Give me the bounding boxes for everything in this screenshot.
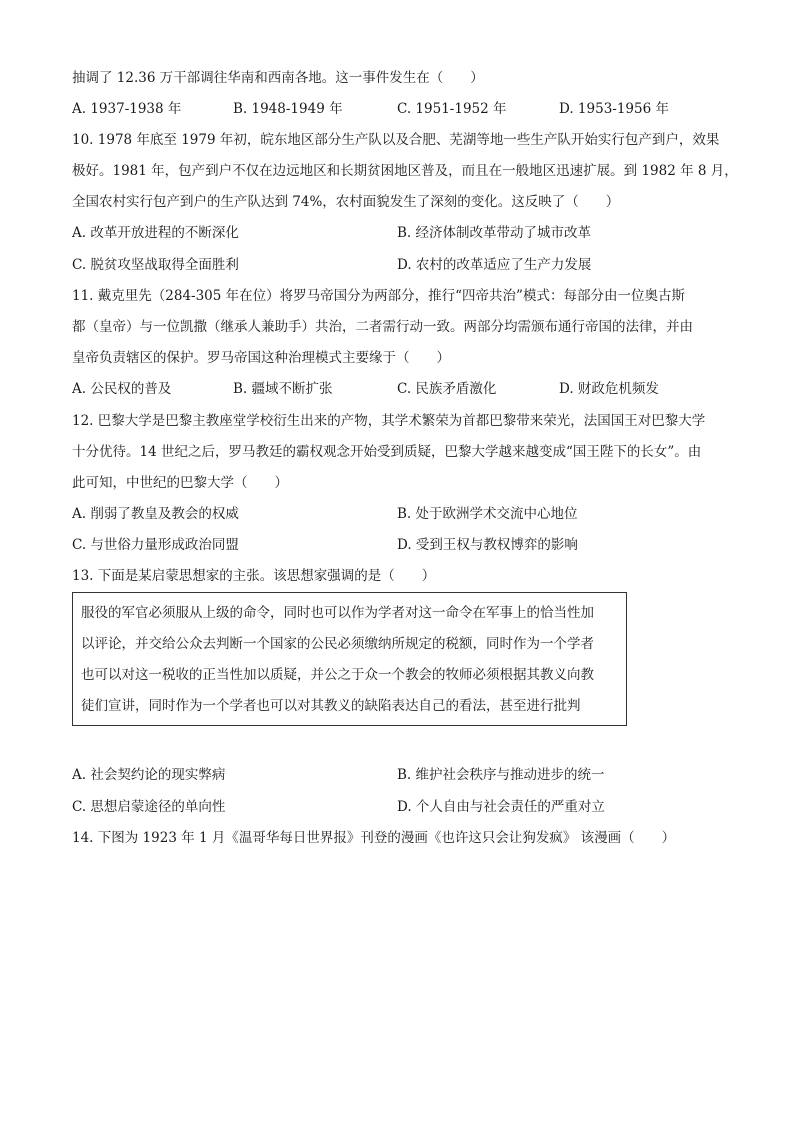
q9-option-b: B. 1948-1949 年 xyxy=(233,101,343,117)
q11-option-c: C. 民族矛盾激化 xyxy=(397,381,497,397)
q13-option-a: A. 社会契约论的现实弊病 xyxy=(72,767,226,783)
q11-stem-line-1: 11. 戴克里先（284-305 年在位）将罗马帝国分为两部分，推行“四帝共治”模式：每部分由一位奥古斯 xyxy=(72,288,685,304)
q13-quote-box xyxy=(72,592,627,726)
q13-option-d: D. 个人自由与社会责任的严重对立 xyxy=(397,799,605,815)
q14-stem: 14. 下图为 1923 年 1 月《温哥华每日世界报》刊登的漫画《也许这只会让狗发疯》 该漫画（ ） xyxy=(72,830,676,846)
q12-option-a: A. 削弱了教皇及教会的权威 xyxy=(72,506,239,522)
q9-option-a: A. 1937-1938 年 xyxy=(72,101,182,117)
q12-option-d: D. 受到王权与教权博弈的影响 xyxy=(397,537,578,553)
q11-stem-line-2: 都（皇帝）与一位凯撒（继承人兼助手）共治，二者需行动一致。两部分均需颁布通行帝国的法律，并由 xyxy=(72,319,693,335)
q13-stem: 13. 下面是某启蒙思想家的主张。该思想家强调的是（ ） xyxy=(72,568,436,584)
q12-stem-line-2: 十分优待。14 世纪之后，罗马教廷的霸权观念开始受到质疑，巴黎大学越来越变成“国王陛下的长女”。由 xyxy=(72,444,702,460)
q10-stem-line-3: 全国农村实行包产到户的生产队达到 74%，农村面貌发生了深刻的变化。这反映了（ ） xyxy=(72,194,620,210)
q9-option-c: C. 1951-1952 年 xyxy=(397,101,507,117)
q11-option-d: D. 财政危机频发 xyxy=(559,381,659,397)
q13-quote-line-3: 也可以对这一税收的正当性加以质疑，并公之于众一个教会的牧师必须根据其教义向教 xyxy=(81,667,594,683)
q10-option-b: B. 经济体制改革带动了城市改革 xyxy=(397,225,592,241)
q12-option-b: B. 处于欧洲学术交流中心地位 xyxy=(397,506,578,522)
q13-quote-line-2: 以评论，并交给公众去判断一个国家的公民必须缴纳所规定的税额，同时作为一个学者 xyxy=(81,636,594,652)
q13-option-c: C. 思想启蒙途径的单向性 xyxy=(72,799,226,815)
q10-option-d: D. 农村的改革适应了生产力发展 xyxy=(397,257,592,273)
q11-option-a: A. 公民权的普及 xyxy=(72,381,172,397)
q13-quote-line-1: 服役的军官必须服从上级的命令，同时也可以作为学者对这一命令在军事上的恰当性加 xyxy=(81,605,594,621)
q12-stem-line-1: 12. 巴黎大学是巴黎主教座堂学校衍生出来的产物，其学术繁荣为首都巴黎带来荣光，法国国王对巴黎大学 xyxy=(72,413,706,429)
q12-option-c: C. 与世俗力量形成政治同盟 xyxy=(72,537,239,553)
q10-stem-line-1: 10. 1978 年底至 1979 年初，皖东地区部分生产队以及合肥、芜湖等地一些生产队开始实行包产到户，效果 xyxy=(72,132,720,148)
q10-stem-line-2: 极好。1981 年，包产到户不仅在边远地区和长期贫困地区普及，而且在一般地区迅速扩展。到 1982 年 8 月， xyxy=(72,163,738,179)
q9-stem-tail: 抽调了 12.36 万干部调往华南和西南各地。这一事件发生在（ ） xyxy=(72,70,484,86)
q13-quote-line-4: 徒们宣讲，同时作为一个学者也可以对其教义的缺陷表达自己的看法，甚至进行批判 xyxy=(81,698,581,714)
q13-option-b: B. 维护社会秩序与推动进步的统一 xyxy=(397,767,605,783)
q10-option-c: C. 脱贫攻坚战取得全面胜利 xyxy=(72,257,239,273)
q10-option-a: A. 改革开放进程的不断深化 xyxy=(72,225,239,241)
q9-option-d: D. 1953-1956 年 xyxy=(559,101,669,117)
q11-stem-line-3: 皇帝负责辖区的保护。罗马帝国这种治理模式主要缘于（ ） xyxy=(72,350,450,366)
q12-stem-line-3: 此可知，中世纪的巴黎大学（ ） xyxy=(72,475,288,491)
q11-option-b: B. 疆域不断扩张 xyxy=(233,381,333,397)
